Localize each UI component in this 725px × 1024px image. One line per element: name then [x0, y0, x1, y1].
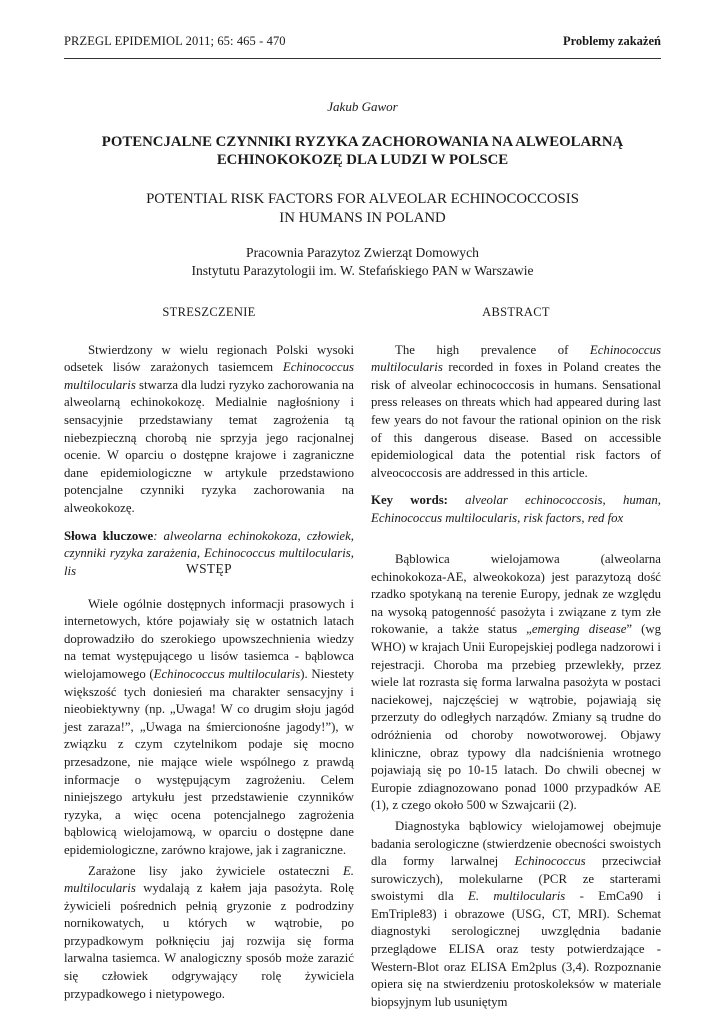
key-words [371, 492, 661, 527]
wstep-paragraph-2: Zarażone lisy jako żywiciele ostateczni E. multilocularis wydalają z kałem jaja pasożyta. Rolę żywicieli pośrednich pełnią gryzonie z podrodziny nornikowatych, u których w wątrobie, po przypadkowym połknięciu jaj rozwija się forma larwalna tasiemca. W analogiczny sposób może zarazić się człowiek odgrywający rolę żywiciela przypadkowego i nietypowego. [64, 863, 354, 1001]
body-paragraph-1: Bąblowica wielojamowa (alweolarna echinokokoza-AE, alweokokoza) jest parazytozą dość rzadko spotykaną na terenie Europy, jednak ze względu na wysoką patogenność pasożyta i związane z tym złe rokowanie, a także status „emerging disease” (wg WHO) w krajach Unii Europejskiej podlega nadzorowi i rejestracji. Choroba ma przebieg przewlekły, przez wiele lat rozrasta się forma larwalna pasożyta w postaci naciekowej, najczęściej w wątrobie, pojawiają się przerzuty do odległych narządów. Zmiany są trudne do odróżnienia od choroby nowotworowej. Objawy kliniczne, obraz typowy dla nadciśnienia wrotnego pojawiają się po 10-15 latach. Do chwili obecnej w Europie zdiagnozowano ponad 1000 przypadków AE (1), z czego około 500 w Szwajcarii (2). [371, 552, 661, 813]
wstep-block [64, 560, 354, 1003]
keywords-list: alveolar echinococcosis, human, Echinococcus multilocularis, risk factors, red fox [371, 493, 661, 525]
title-polish [70, 133, 655, 169]
title-polish-line1: POTENCJALNE CZYNNIKI RYZYKA ZACHOROWANIA NA ALWEOLARNĄ [101, 134, 624, 150]
keywords-label: Słowa kluczowe [64, 528, 154, 543]
keywords-list: : alweolarna echinokokoza, człowiek, czynniki ryzyka zarażenia, Echinococcus multilocularis, lis [64, 528, 354, 578]
keywords-label: Key words: [371, 493, 448, 508]
species-name: Echinococcus multilocularis [64, 360, 354, 392]
title-english [70, 190, 655, 228]
species-name: Echinococcus multilocularis [153, 666, 301, 681]
emphasis-term: emerging disease [531, 622, 627, 637]
body-paragraph-2: Diagnostyka bąblowicy wielojamowej obejmuje badania serologiczne (stwierdzenie obecności swoistych dla formy larwalnej Echinococcus przeciwciał surowiczych), molekularne (PCR ze starterami swoistymi dla E. multilocularis - EmCa90 i EmTriple83) i obrazowe (USG, CT, MRI). Schemat diagnostyki serologicznej uwzględnia badanie przeglądowe ELISA oraz testy potwierdzające - Western-Blot oraz ELISA Em2plus (3,4). Rozpoznanie opiera się na stwierdzeniu protoskoleksów w materiale biopsyjnym lub usuniętym [371, 818, 662, 1009]
wstep-paragraph-1: Wiele ogólnie dostępnych informacji prasowych i internetowych, które pojawiały się w ostatnich latach doprowadziło do szerokiego upowszechnienia wiedzy na temat występującego u lisów tasiemca - bąblowca wielojamowego (Echinococcus multilocularis). Niestety większość tych doniesień ma charakter sensacyjny i nieobiektywny (np. „Uwaga! W co drugim słoju jagód jest zaraza!”, „Uwaga na śmiercionośne jagody!”), w związku z czym czytelnikom podaje się mocno przesadzone, nie mające wiele wspólnego z prawdą informacje o występującym zagrożeniu. Celem niniejszego artykułu jest przedstawienie czynników ryzyka, a więc ocena potencjalnego zagrożenia bąblowicą wielojamową, w oparciu o dostępne dane epidemiologiczne, zarówno krajowe, jak i zagraniczne. [64, 596, 354, 857]
body-right-block [371, 551, 661, 1011]
affiliation-line1: Pracownia Parazytoz Zwierząt Domowych [246, 245, 479, 260]
journal-citation: PRZEGL EPIDEMIOL 2011; 65: 465 - 470 [64, 34, 286, 48]
title-polish-line2: ECHINOKOKOZĘ DLA LUDZI W POLSCE [216, 152, 509, 168]
streszczenie-paragraph: Stwierdzony w wielu regionach Polski wysoki odsetek lisów zarażonych tasiemcem Echinococcus multilocularis stwarza dla ludzi ryzyko zachorowania na alweolarną echinokokozę. Medialnie nagłośniony i sensacyjnie przedstawiany temat zagrożenia tą niebezpieczną chorobą nie sprzyja jego racjonalnej ocenie. W oparciu o dostępne krajowe i zagraniczne dane epidemiologiczne w artykule przedstawiono potencjalne czynniki ryzyka zachorowania na alweokokozę. [64, 342, 354, 515]
title-english-line1: POTENTIAL RISK FACTORS FOR ALVEOLAR ECHINOCOCCOSIS [146, 191, 579, 207]
species-name: Echinococcus multilocularis [371, 342, 661, 375]
section-name: Problemy zakażeń [562, 34, 661, 48]
abstract-paragraph: The high prevalence of Echinococcus multilocularis recorded in foxes in Poland creates the risk of alveolar echinococcosis in humans. Sensational press releases on threats which had appeared during last few years do not favour the rational opinion on the risk of this dangerous disease. Based on accessible epidemiological data the potential risk factors of alveococcosis are addressed in this article. [371, 342, 661, 480]
title-english-line2: IN HUMANS IN POLAND [279, 210, 446, 226]
streszczenie-heading: STRESZCZENIE [162, 305, 256, 319]
wstep-heading: WSTĘP [186, 561, 232, 576]
author-name: Jakub Gawor [327, 99, 398, 114]
affiliation-line2: Instytutu Parazytologii im. W. Stefańskiego PAN w Warszawie [191, 263, 534, 278]
streszczenie-block [64, 304, 354, 580]
species-name: E. multilocularis [468, 889, 566, 904]
affiliation [70, 244, 655, 280]
species-name: Echinococcus [514, 854, 586, 869]
abstract-heading: ABSTRACT [482, 305, 550, 319]
abstract-block [371, 304, 661, 528]
species-name: E. multilocularis [64, 863, 354, 896]
running-header [64, 34, 661, 52]
header-divider [64, 58, 661, 59]
